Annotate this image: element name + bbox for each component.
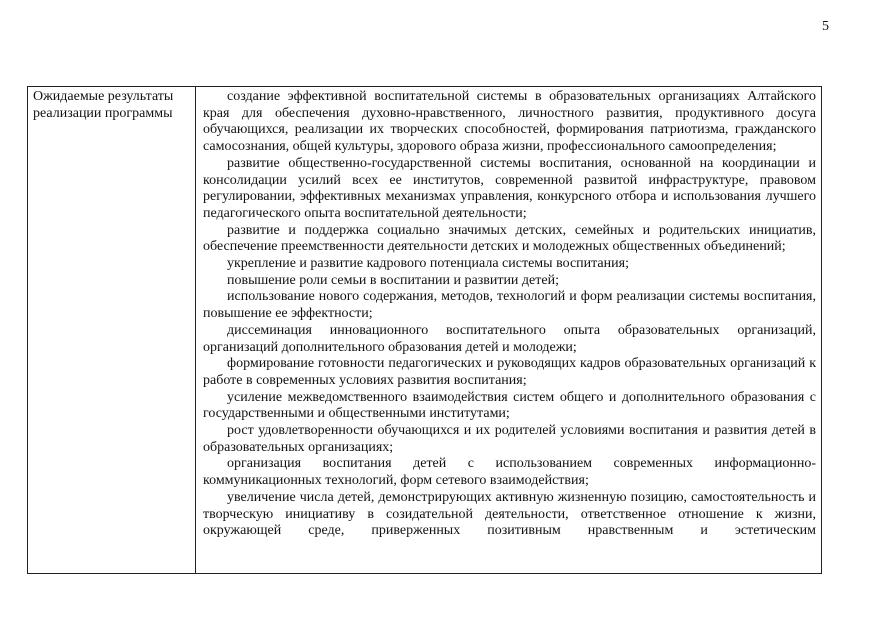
result-paragraph: создание эффективной воспитательной системы в образовательных организациях Алтайского края для обеспечения духовно-нравственного, личностного развития, продуктивного досуга обучающихся, реализации их творческих способностей, формирования патриотизма, гражданского самосознания, общей культуры, здорового образа жизни, профессионального самоопределения; bbox=[203, 89, 816, 155]
result-paragraph: организация воспитания детей с использованием современных информационно-коммуникационных технологий, форм сетевого взаимодействия; bbox=[203, 456, 816, 489]
table-label-cell: Ожидаемые результаты реализации программы bbox=[28, 87, 196, 573]
result-paragraph: диссеминация инновационного воспитательного опыта образовательных организаций, организаций дополнительного образования детей и молодежи; bbox=[203, 322, 816, 355]
table-content-cell bbox=[196, 87, 821, 573]
result-paragraph: формирование готовности педагогических и руководящих кадров образовательных организаций к работе в современных условиях развития воспитания; bbox=[203, 356, 816, 388]
results-table bbox=[27, 86, 822, 574]
result-paragraph: развитие общественно-государственной системы воспитания, основанной на координации и консолидации усилий всех ее институтов, современной развитой инфраструктуре, правовом регулировании, эффективных механизмах управления, конкурсного отбора и использования лучшего педагогического опыта воспитательной деятельности; bbox=[203, 155, 816, 221]
result-paragraph: усиление межведомственного взаимодействия систем общего и дополнительного образования с государственными и общественными институтами; bbox=[203, 389, 816, 422]
result-paragraph: увеличение числа детей, демонстрирующих активную жизненную позицию, самостоятельность и творческую инициативу в созидательной деятельности, ответственное отношение к жизни, окружающей среде, приверженных позитивным нравственным и эстетическим bbox=[203, 489, 816, 539]
page-number: 5 bbox=[822, 19, 829, 34]
result-paragraph: рост удовлетворенности обучающихся и их родителей условиями воспитания и развития детей в образовательных организациях; bbox=[203, 423, 816, 455]
result-paragraph: использование нового содержания, методов, технологий и форм реализации системы воспитания, повышение ее эффектности; bbox=[203, 289, 816, 322]
result-paragraph: укрепление и развитие кадрового потенциала системы воспитания; bbox=[227, 256, 629, 272]
result-paragraph: развитие и поддержка социально значимых детских, семейных и родительских инициатив, обеспечение преемственности деятельности детских и молодежных общественных объединений; bbox=[203, 222, 816, 255]
result-paragraph: повышение роли семьи в воспитании и развитии детей; bbox=[227, 272, 559, 288]
